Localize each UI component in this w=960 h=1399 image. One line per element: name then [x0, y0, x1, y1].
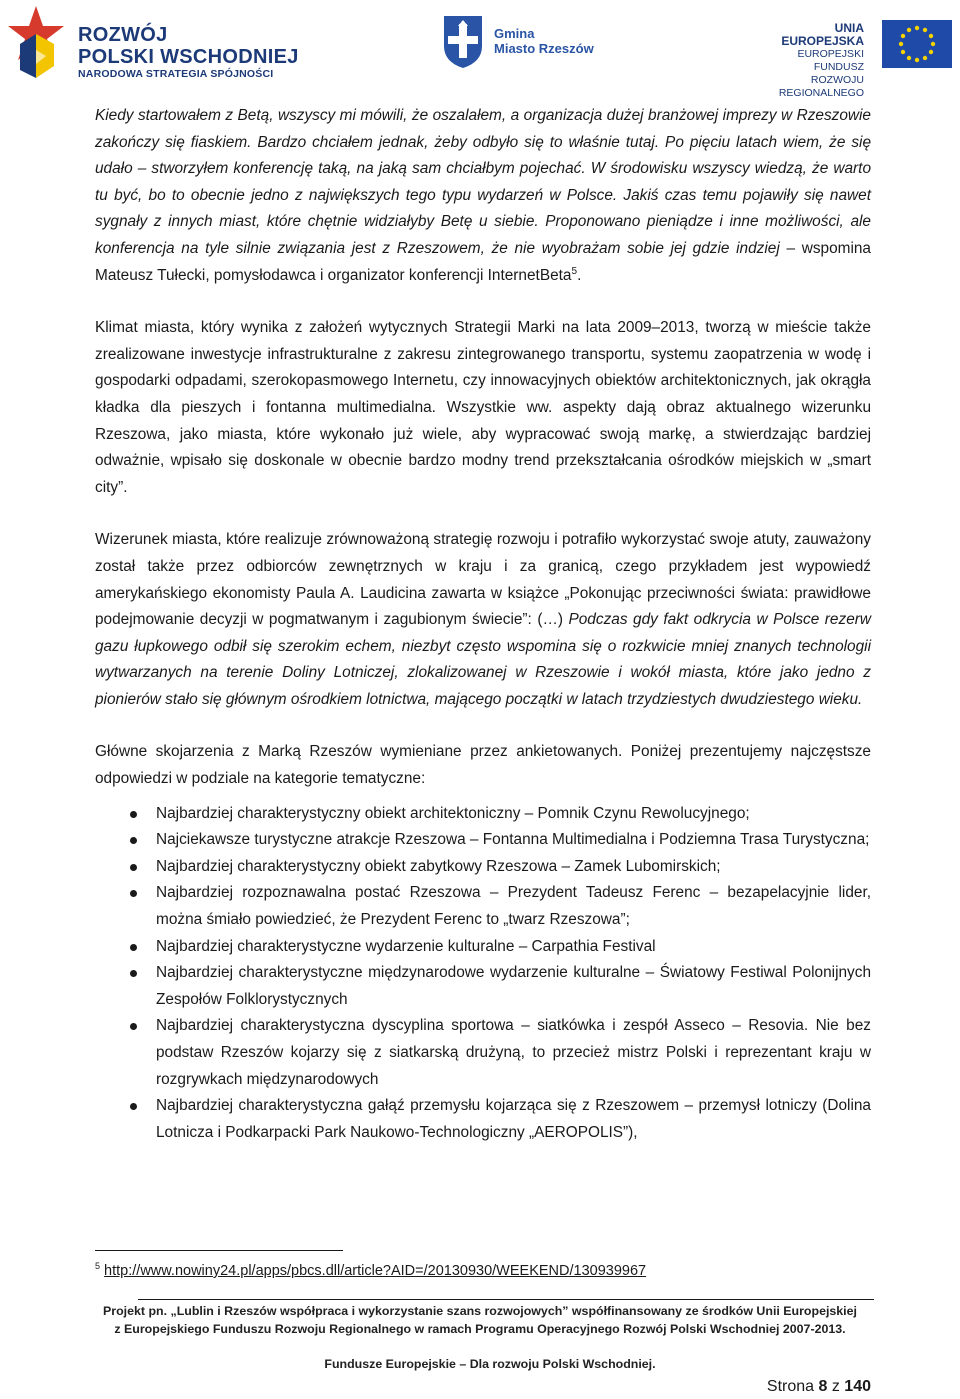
footnote — [95, 1261, 646, 1281]
paragraph-associations-intro: Główne skojarzenia z Marką Rzeszów wymieniane przez ankietowanych. Poniżej prezentujemy najczęstsze odpowiedzi w podziale na kategorie tematyczne: — [95, 743, 871, 788]
list-item: Najbardziej charakterystyczna gałąź przemysłu kojarząca się z Rzeszowem – przemysł lotniczy (Dolina Lotnicza i Podkarpacki Park Naukowo-Technologiczny „AEROPOLIS”), — [95, 1093, 871, 1146]
eu-line-1: UNIA EUROPEJSKA — [781, 21, 864, 48]
page-number: Strona 8 z 140 — [766, 1378, 871, 1395]
eu-erdf-logo — [752, 20, 957, 99]
eu-flag-icon — [882, 20, 952, 68]
footer-project-line-1: Projekt pn. „Lublin i Rzeszów współpraca i wykorzystanie szans rozwojowych” współfinansowany ze środków Unii Europejskiej — [103, 1304, 857, 1318]
list-item: Najbardziej charakterystyczny obiekt zabytkowy Rzeszowa – Zamek Lubomirskich; — [95, 854, 871, 881]
paragraph-city-image — [95, 527, 871, 713]
list-item: Najciekawsze turystyczne atrakcje Rzeszowa – Fontanna Multimedialna i Podziemna Trasa Turystyczna; — [95, 827, 871, 854]
bullet-icon — [130, 970, 137, 977]
bullet-icon — [130, 944, 137, 951]
footnote-link[interactable]: http://www.nowiny24.pl/apps/pbcs.dll/article?AID=/20130930/WEEKEND/130939967 — [104, 1263, 647, 1279]
eu-line-2: EUROPEJSKI FUNDUSZ — [797, 48, 864, 73]
gmina-miasto-rzeszow-logo — [442, 14, 622, 74]
logo-line-2: POLSKI WSCHODNIEJ — [78, 46, 299, 68]
list-item: Najbardziej rozpoznawalna postać Rzeszowa – Prezydent Tadeusz Ferenc – bezapelacyjnie lider, można śmiało powiedzieć, że Prezydent Ferenc to „twarz Rzeszowa”; — [95, 880, 871, 933]
list-item: Najbardziej charakterystyczne międzynarodowe wydarzenie kulturalne – Światowy Festiwal Polonijnych Zespołów Folklorystycznych — [95, 960, 871, 1013]
list-item: Najbardziej charakterystyczna dyscyplina sportowa – siatkówka i zespół Asseco – Resovia. Nie bez podstaw Rzeszów kojarzy się z siatkarską drużyną, to przecież mistrz Polski i reprezentant kraju w rozgrywkach międzynarodowych — [95, 1013, 871, 1093]
laudicina-intro: Wizerunek miasta, które realizuje zrównoważoną strategię rozwoju i potrafiło wykorzystać swoje atuty, zauważony został także przez odbiorców zewnętrznych w kraju i za granicą, czego przykładem jest wypowiedź amerykańskiego ekonomisty Paula A. Laudicina zawarta w książce „Pokonując przeciwności świata: prawidłowe podejmowanie decyzji w pogmatwanym i zagubionym świecie”: (…) — [95, 531, 871, 629]
footnote-divider — [95, 1250, 343, 1251]
paragraph-city-climate: Klimat miasta, który wynika z założeń wytycznych Strategii Marki na lata 2009–2013, tworzą w mieście także zrealizowane inwestycje infrastrukturalne z zakresu zintegrowanego transportu, systemu zaopatrzenia w wodę i gospodarki odpadami, szerokopasmowego Internetu, czy innowacyjnych obiektów architektonicznych, jak okrągła kładka dla pieszych i fontanna multimedialna. Wszystkie ww. aspekty dają obraz aktualnego wizerunku Rzeszowa, jako miasta, które wykonało już wiele, aby wypracować swoją markę, a stwierdzając bardziej odważnie, wpisało się doskonale w obecnie bardzo modny trend przekształcania ośrodków miejskich w „smart city”. — [95, 319, 871, 496]
footnote-ref[interactable]: 5 — [571, 265, 578, 277]
page-current: 8 — [818, 1378, 828, 1395]
eu-line-3: ROZWOJU REGIONALNEGO — [778, 74, 864, 99]
bullet-icon — [130, 811, 137, 818]
star-emblem-icon — [6, 4, 68, 80]
bullet-icon — [130, 1103, 137, 1110]
gmina-label: Gmina — [494, 26, 535, 41]
quote-attribution: – wspomina Mateusz Tułecki, pomysłodawca i organizator konferencji InternetBeta — [95, 239, 871, 284]
bullet-icon — [130, 1023, 137, 1030]
list-item: Najbardziej charakterystyczny obiekt architektoniczny – Pomnik Czynu Rewolucyjnego; — [95, 801, 871, 828]
footer-project-line-2: z Europejskiego Funduszu Rozwoju Regionalnego w ramach Programu Operacyjnego Rozwój Polski Wschodniej 2007-2013. — [114, 1322, 846, 1336]
rozwoj-polski-wschodniej-logo — [6, 4, 306, 80]
list-item: Najbardziej charakterystyczne wydarzenie kulturalne – Carpathia Festival — [95, 934, 871, 961]
footer-divider — [138, 1299, 874, 1300]
bullet-icon — [130, 864, 137, 871]
logo-line-1: ROZWÓJ — [78, 24, 168, 46]
bullet-icon — [130, 837, 137, 844]
laudicina-quote: Podczas gdy fakt odkrycia w Polsce rezerw gazu łupkowego odbił się szerokim echem, niezbyt często wspomina się o rozkwicie mniej znanych technologii wytwarzanych na terenie Doliny Lotniczej, zlokalizowanej w Rzeszowie i wokół miasta, które jako jedno z pionierów stało się głównym ośrodkiem lotnictwa, mającego początki w latach trzydziestych dwudziestego wieku. — [95, 611, 871, 708]
paragraph-quote-tulecki — [95, 103, 871, 289]
document-body — [95, 103, 871, 1146]
logo-line-3: NARODOWA STRATEGIA SPÓJNOŚCI — [78, 68, 274, 80]
coat-of-arms-icon — [442, 14, 484, 70]
miasto-label: Miasto Rzeszów — [494, 41, 594, 56]
sentence-end: . — [577, 266, 582, 284]
associations-list — [95, 801, 871, 1147]
bullet-icon — [130, 890, 137, 897]
footnote-number: 5 — [95, 1261, 101, 1272]
page-total: 140 — [844, 1378, 871, 1395]
quote-text: Kiedy startowałem z Betą, wszyscy mi mówili, że oszalałem, a organizacja dużej branżowej imprezy w Rzeszowie zakończy się fiaskiem. Bardzo chciałem jednak, żeby odbyło się to właśnie tutaj. Po pięciu latach wiem, że się udało – stworzyłem konferencję taką, na jaką sam chciałbym pojechać. W środowisku wszyscy wiedzą, że warto tu być, bo to obecnie jedno z największych tego typu wydarzeń w Polsce. Jakiś czas temu pojawiły się nawet sygnały z innych miast, które chętnie widziałyby Betę u siebie. Proponowano pieniądze i inne możliwości, ale konferencja na tyle silnie związania jest z Rzeszowem, że nie wyobrażam sobie jej gdzie indziej — [95, 107, 871, 257]
footer-funds-slogan: Fundusze Europejskie – Dla rozwoju Polski Wschodniej. — [324, 1357, 656, 1371]
page-header — [0, 0, 960, 99]
